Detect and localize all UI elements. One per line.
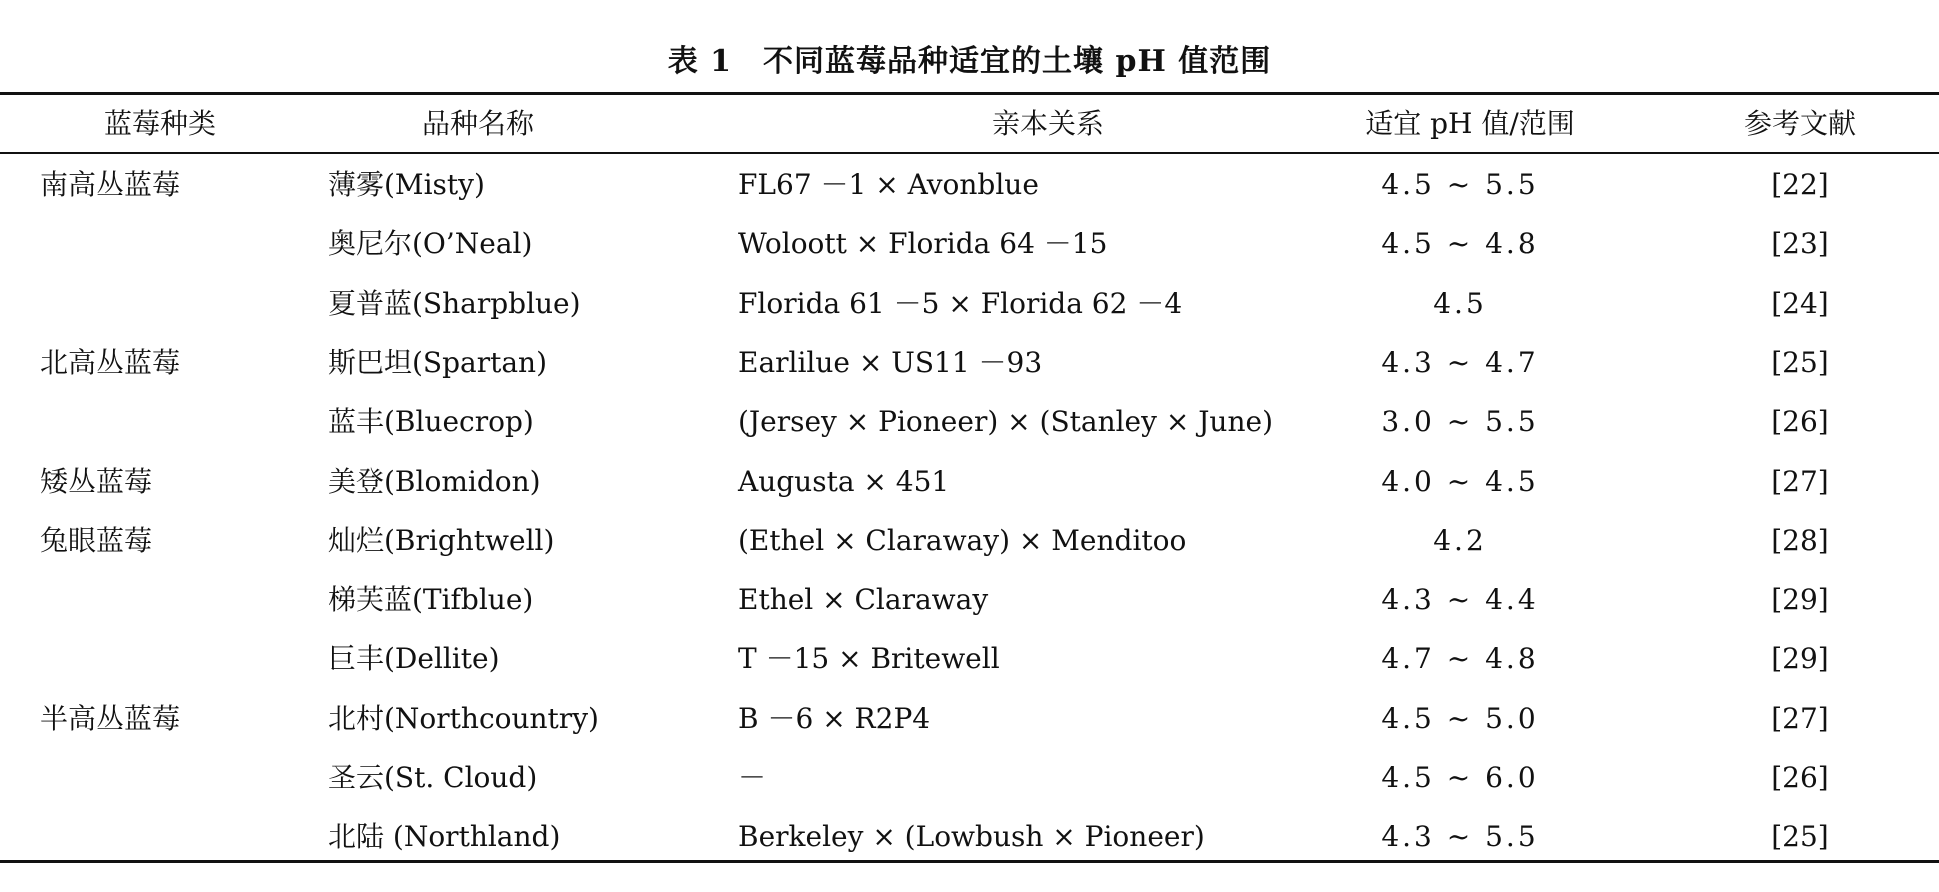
cell-variety: 奥尼尔(O’Neal) [328,227,533,260]
cell-parentage: Florida 61 －5 × Florida 62 －4 [738,287,1183,320]
header-ph: 适宜 pH 值/范围 [1365,107,1575,140]
cell-parentage: Berkeley × (Lowbush × Pioneer) [738,820,1205,853]
cell-variety: 巨丰(Dellite) [328,642,500,675]
cell-ph: 4.3 ~ 5.5 [1381,820,1539,853]
cell-ph: 4.5 ~ 5.0 [1381,702,1539,735]
cell-parentage: Earlilue × US11 －93 [738,346,1043,379]
cell-ph: 4.0 ~ 4.5 [1381,465,1539,498]
cell-ref: [28] [1771,524,1829,557]
cell-ref: [24] [1771,287,1829,320]
cell-ref: [27] [1771,465,1829,498]
cell-type: 南高丛蓝莓 [40,168,181,201]
cell-type: 半高丛蓝莓 [40,702,181,735]
header-variety: 品种名称 [421,107,534,140]
cell-ph: 4.3 ~ 4.4 [1381,583,1539,616]
cell-ph: 4.5 [1433,287,1487,320]
cell-variety: 北村(Northcountry) [328,702,599,735]
cell-variety: 斯巴坦(Spartan) [328,346,548,379]
cell-variety: 灿烂(Brightwell) [328,524,555,557]
cell-ref: [25] [1771,346,1829,379]
cell-parentage: Woloott × Florida 64 －15 [738,227,1108,260]
cell-type: 北高丛蓝莓 [40,346,181,379]
cell-variety: 北陆 (Northland) [328,820,561,853]
cell-parentage: FL67 －1 × Avonblue [738,168,1039,201]
header-ref: 参考文献 [1743,107,1856,140]
cell-parentage: Ethel × Claraway [738,583,989,616]
cell-parentage: T －15 × Britewell [738,642,1000,675]
cell-ref: [26] [1771,761,1829,794]
cell-type: 兔眼蓝莓 [40,524,153,557]
cell-variety: 夏普蓝(Sharpblue) [328,287,581,320]
cell-type: 矮丛蓝莓 [40,465,153,498]
header-type: 蓝莓种类 [103,107,216,140]
table-caption: 表 1 不同蓝莓品种适宜的土壤 pH 值范围 [667,44,1272,79]
cell-variety: 薄雾(Misty) [328,168,485,201]
cell-ph: 4.3 ~ 4.7 [1381,346,1539,379]
cell-ref: [26] [1771,405,1829,438]
cell-ref: [27] [1771,702,1829,735]
cell-ph: 4.5 ~ 4.8 [1381,227,1539,260]
cell-ref: [22] [1771,168,1829,201]
cell-ph: 4.5 ~ 6.0 [1381,761,1539,794]
cell-ref: [29] [1771,583,1829,616]
cell-parentage: (Jersey × Pioneer) × (Stanley × June) [738,405,1273,438]
cell-parentage: B －6 × R2P4 [738,702,931,735]
cell-ph: 4.2 [1433,524,1487,557]
cell-ph: 3.0 ~ 5.5 [1381,405,1539,438]
cell-variety: 梯芙蓝(Tifblue) [328,583,534,616]
cell-ph: 4.5 ~ 5.5 [1381,168,1539,201]
cell-ref: [23] [1771,227,1829,260]
cell-variety: 圣云(St. Cloud) [328,761,538,794]
cell-variety: 蓝丰(Bluecrop) [328,405,534,438]
header-parentage: 亲本关系 [991,107,1104,140]
cell-ref: [29] [1771,642,1829,675]
cell-parentage: － [738,761,767,794]
cell-ph: 4.7 ~ 4.8 [1381,642,1539,675]
cell-ref: [25] [1771,820,1829,853]
cell-parentage: (Ethel × Claraway) × Menditoo [738,524,1187,557]
cell-parentage: Augusta × 451 [738,465,950,498]
cell-variety: 美登(Blomidon) [328,465,541,498]
